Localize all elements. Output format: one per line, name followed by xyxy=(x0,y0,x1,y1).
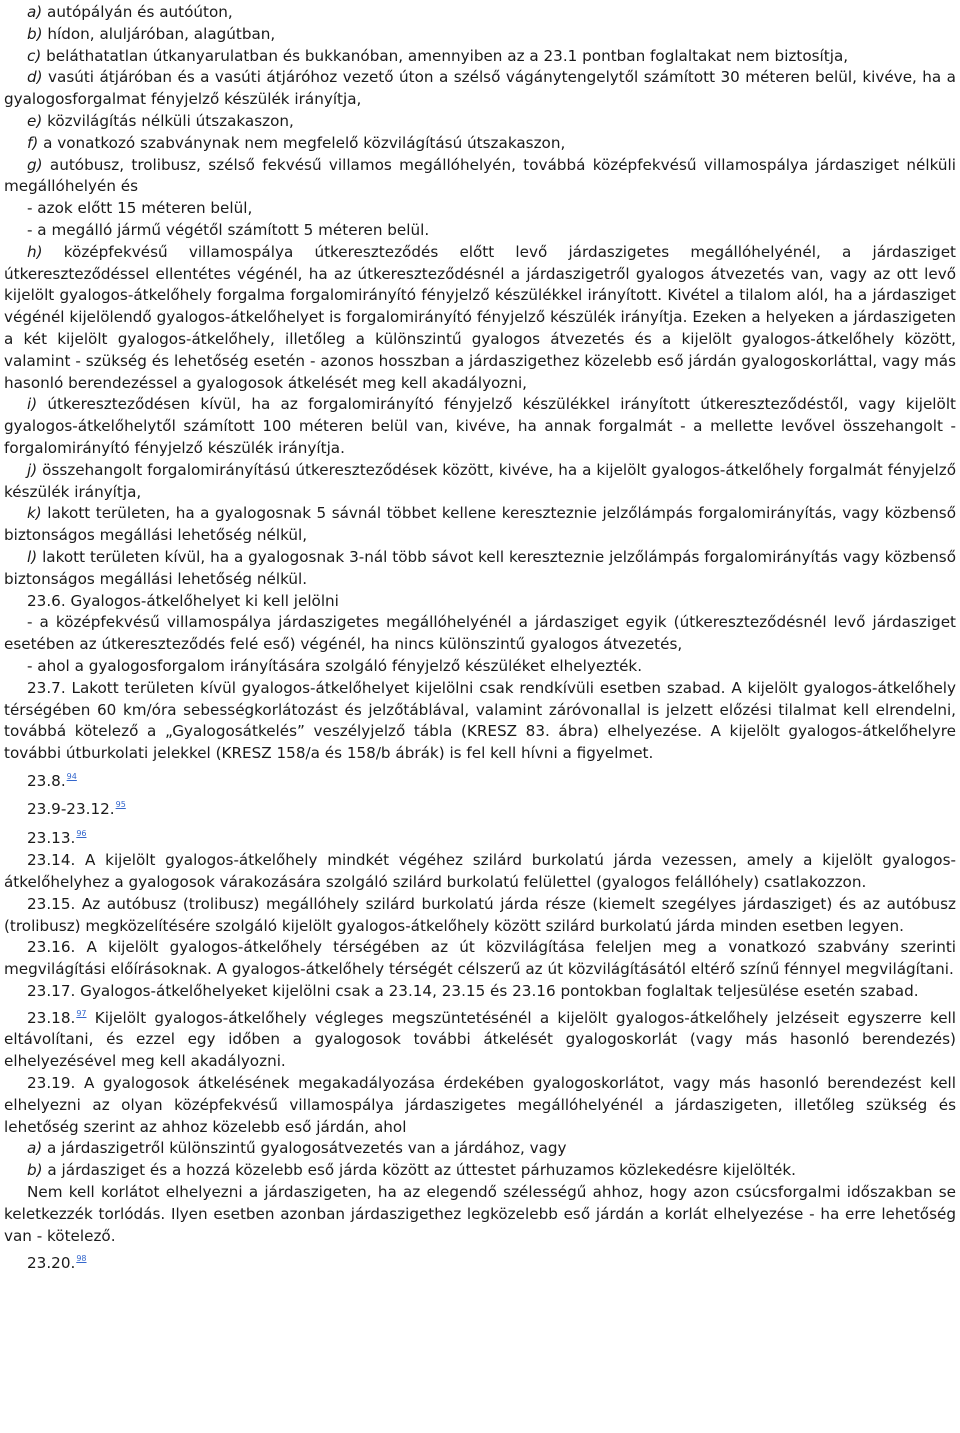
list-item-g xyxy=(4,155,956,199)
item-letter: h) xyxy=(27,242,43,261)
footnote-link[interactable]: 98 xyxy=(76,1254,87,1264)
list-item-i xyxy=(4,394,956,459)
footnote-link[interactable]: 97 xyxy=(76,1008,87,1018)
section-23-19-item-a xyxy=(4,1138,956,1160)
item-text: hídon, aluljáróban, alagútban, xyxy=(42,24,276,43)
section-23-7: 23.7. Lakott területen kívül gyalogos-átkelőhelyet kijelölni csak rendkívüli esetben szabad. A kijelölt gyalogos-átkelőhely térségében 60 km/óra sebességkorlátozást és jelzőtáblával, valamint záróvonallal is jelzett előzési tilalmat kell elrendelni, továbbá kötelező a „Gyalogosátkelés” veszélyjelző tábla (KRESZ 83. ábra) elhelyezése. A kijelölt gyalogos-átkelőhelyre további útburkolati jelekkel (KRESZ 158/a és 158/b ábrák) is fel kell hívni a figyelmet. xyxy=(4,678,956,763)
item-text: középfekvésű villamospálya útkereszteződés előtt levő járdaszigetes megállóhelyénél, a járdasziget útkereszteződéssel ellentétes végénél, ha az útkereszteződésnél a járdaszigetről gyalogos átvezetés van, vagy az ott levő kijelölt gyalogos-átkelőhely forgalma forgalomirányító fényjelző készülékkel irányított. Kivétel a tilalom alól, ha a járdasziget végénél kijelölendő gyalogos-átkelőhelyet is forgalomirányító fényjelző készülék irányítja. Ezeken a helyeken a járdaszigeten a két kijelölt gyalogos-átkelőhely, illetőleg a különszintű gyalogos átvezetés és a kijelölt gyalogos-átkelőhely között, valamint - szükség és lehetőség esetén - azonos hosszban a járdaszigethez közelebb eső járdán gyalogoskorláttal, vagy más hasonló berendezéssel a gyalogosok átkelését meg kell akadályozni, xyxy=(4,242,956,392)
item-text: vasúti átjáróban és a vasúti átjáróhoz vezető úton a szélső vágánytengelytől számított 30 méteren belül, kivéve, ha a gyalogosforgalmat fényjelző készülék irányítja, xyxy=(4,68,956,109)
list-item-a xyxy=(4,2,956,24)
item-text: közvilágítás nélküli útszakaszon, xyxy=(42,111,294,130)
item-text: a járdasziget és a hozzá közelebb eső járda között az úttestet párhuzamos közlekedésre kijelölték. xyxy=(42,1161,796,1180)
list-item-g-dash-1: - azok előtt 15 méteren belül, xyxy=(27,199,253,218)
item-letter: a) xyxy=(27,1139,43,1158)
item-letter: g) xyxy=(27,155,43,174)
section-label: 23.13. xyxy=(27,828,76,847)
list-item-b xyxy=(4,24,956,46)
list-item-f xyxy=(4,133,956,155)
section-23-13 xyxy=(4,822,956,850)
section-23-9-12 xyxy=(4,793,956,821)
section-label: 23.8. xyxy=(27,771,66,790)
item-text: a vonatkozó szabványnak nem megfelelő közvilágítású útszakaszon, xyxy=(38,133,566,152)
section-label: 23.20. xyxy=(27,1254,76,1273)
section-23-16: 23.16. A kijelölt gyalogos-átkelőhely térségében az út közvilágítása feleljen meg a vonatkozó szabvány szerinti megvilágítási előírásoknak. A gyalogos-átkelőhely térségét célszerű az út közvilágításától eltérő színű fénnyel megvilágítani. xyxy=(4,938,956,979)
item-letter: j) xyxy=(27,460,38,479)
item-letter: e) xyxy=(27,111,43,130)
item-text: beláthatatlan útkanyarulatban és bukkanóban, amennyiben az a 23.1 pontban foglaltakat nem biztosítja, xyxy=(41,46,849,65)
list-item-k xyxy=(4,503,956,547)
item-text: lakott területen, ha a gyalogosnak 5 sávnál többet kellene kereszteznie jelzőlámpás forgalomirányítás, vagy közbenső biztonságos megállási lehetőség nélkül, xyxy=(4,504,956,545)
item-letter: i) xyxy=(27,395,38,414)
item-text: lakott területen kívül, ha a gyalogosnak 3-nál több sávot kell kereszteznie jelzőlámpás forgalomirányítás vagy közbenső biztonságos megállási lehetőség nélkül. xyxy=(4,547,956,588)
item-letter: f) xyxy=(27,133,39,152)
item-text: útkereszteződésen kívül, ha az forgalomirányító fényjelző készülékkel irányított útkereszteződéstől, vagy kijelölt gyalogos-átkelőhelytől számított 100 méteren belül van, kivéve, ha annak forgalmát - a mellette levővel összehangolt - forgalomirányító fényjelző készülék irányítja. xyxy=(4,395,956,457)
item-text: autóbusz, trolibusz, szélső fekvésű villamos megállóhelyén, továbbá középfekvésű villamospálya járdasziget nélküli megállóhelyén és xyxy=(4,155,956,196)
footnote-link[interactable]: 96 xyxy=(76,828,87,838)
section-label: 23.18. xyxy=(27,1008,76,1027)
list-item-c xyxy=(4,46,956,68)
item-letter: d) xyxy=(27,68,43,87)
section-23-15: 23.15. Az autóbusz (trolibusz) megállóhely szilárd burkolatú járda része (kiemelt szegélyes járdasziget) és az autóbusz (trolibusz) megközelítésére szolgáló kijelölt gyalogos-átkelőhely között szilárd burkolatú járda minden esetben legyen. xyxy=(4,894,956,935)
section-23-19: 23.19. A gyalogosok átkelésének megakadályozása érdekében gyalogoskorlátot, vagy más hasonló berendezést kell elhelyezni az olyan középfekvésű villamospálya járdaszigetes megállóhelyénél a járdaszigeten, illetőleg szükség és lehetőség szerint az ahhoz közelebb eső járdán, ahol xyxy=(4,1074,956,1136)
footnote-link[interactable]: 95 xyxy=(115,800,126,810)
section-label: 23.9-23.12. xyxy=(27,800,115,819)
item-letter: k) xyxy=(27,504,42,523)
item-letter: l) xyxy=(27,547,38,566)
item-letter: b) xyxy=(27,1161,43,1180)
footnote-link[interactable]: 94 xyxy=(66,771,77,781)
item-letter: a) xyxy=(27,3,43,21)
item-letter: c) xyxy=(27,46,42,65)
section-23-19-item-b xyxy=(4,1160,956,1182)
list-item-d xyxy=(4,67,956,111)
section-23-20 xyxy=(4,1247,956,1275)
list-item-h xyxy=(4,242,956,395)
section-23-6-dash-1: - a középfekvésű villamospálya járdaszigetes megállóhelyénél a járdasziget egyik (útkereszteződésnél levő járdasziget esetében az útkereszteződés felé eső) végénél, ha nincs különszintű gyalogos átvezetés, xyxy=(4,613,956,654)
section-23-8 xyxy=(4,765,956,793)
section-text: Kijelölt gyalogos-átkelőhely végleges megszüntetésénél a kijelölt gyalogos-átkelőhely jelzéseit egyszerre kell eltávolítani, és ezzel egy időben a gyalogosok további átkelését gyalogoskorlát (vagy más hasonló berendezés) elhelyezésével meg kell akadályozni. xyxy=(4,1008,956,1071)
section-23-18 xyxy=(4,1003,956,1073)
list-item-j xyxy=(4,460,956,504)
item-text: összehangolt forgalomirányítású útkereszteződések között, kivéve, ha a kijelölt gyalogos-átkelőhely forgalmát fényjelző készülék irányítja, xyxy=(4,460,956,501)
item-text: a járdaszigetről különszintű gyalogosátvezetés van a járdához, vagy xyxy=(42,1139,567,1158)
list-item-g-dash-2: - a megálló jármű végétől számított 5 méteren belül. xyxy=(27,220,430,239)
section-23-6-heading: 23.6. Gyalogos-átkelőhelyet ki kell jelölni xyxy=(27,591,339,610)
section-23-19-tail: Nem kell korlátot elhelyezni a járdaszigeten, ha az elegendő szélességű ahhoz, hogy azon csúcsforgalmi időszakban se keletkezzék torlódás. Ilyen esetben azonban járdaszigethez legközelebb eső járdán a korlát elhelyezése - ha erre lehetőség van - kötelező. xyxy=(4,1183,956,1245)
section-23-6-dash-2: - ahol a gyalogosforgalom irányítására szolgáló fényjelző készüléket elhelyezték. xyxy=(27,656,643,675)
item-text: autópályán és autóúton, xyxy=(42,3,233,21)
list-item-e xyxy=(4,111,956,133)
section-23-14: 23.14. A kijelölt gyalogos-átkelőhely mindkét végéhez szilárd burkolatú járda vezessen, amely a kijelölt gyalogos-átkelőhelyhez a gyalogosok várakozására szolgáló szilárd burkolatú felülettel (gyalogos felállóhely) csatlakozzon. xyxy=(4,851,956,891)
list-item-l xyxy=(4,547,956,591)
item-letter: b) xyxy=(27,24,43,43)
section-23-17: 23.17. Gyalogos-átkelőhelyeket kijelölni csak a 23.14, 23.15 és 23.16 pontokban foglaltak teljesülése esetén szabad. xyxy=(27,981,919,1000)
